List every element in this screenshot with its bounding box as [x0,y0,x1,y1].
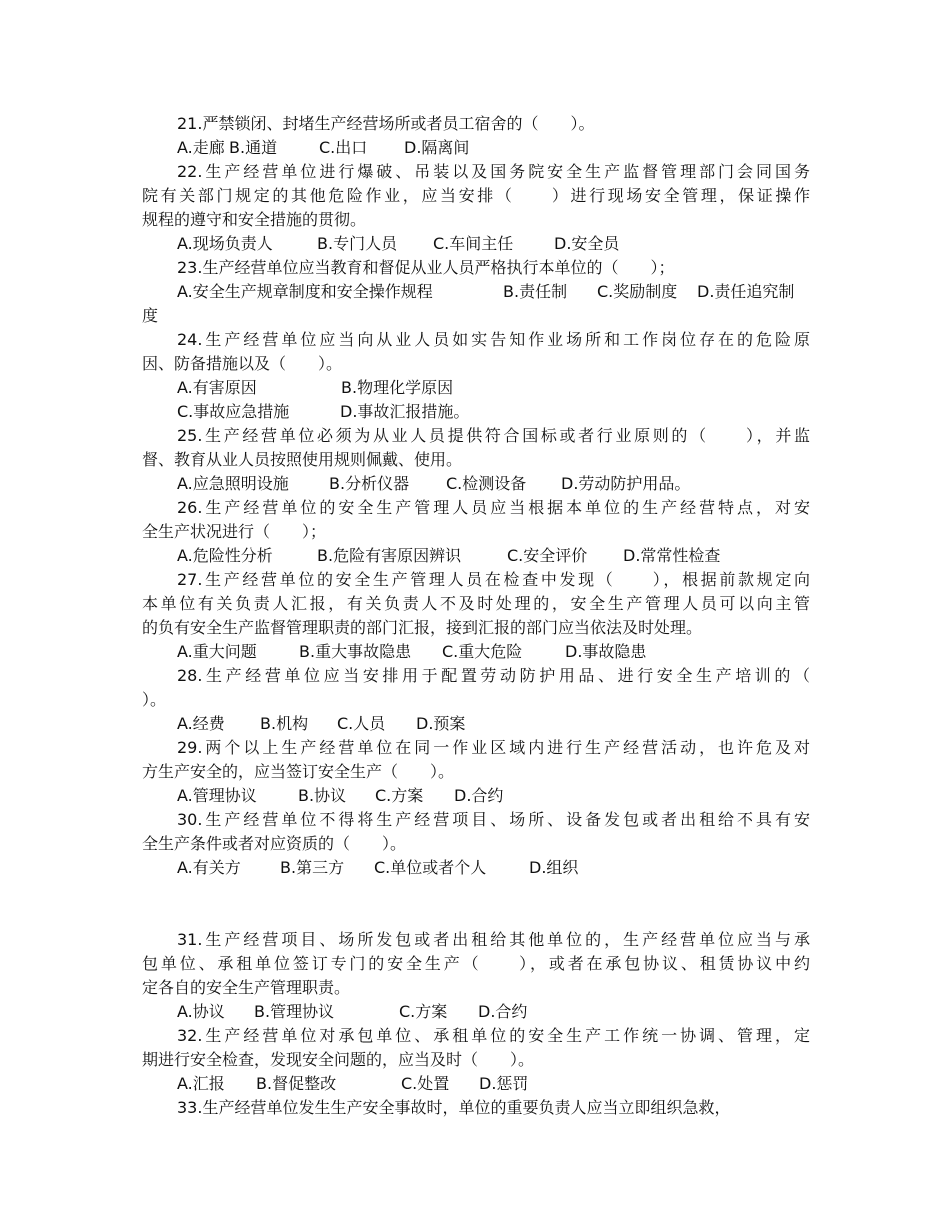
option-row [142,376,810,400]
answer-option-a: A.协议 [177,1002,225,1021]
question-block [142,808,810,880]
question-stem: 25.生产经营单位必须为从业人员提供符合国标或者行业原则的（ ），并监 [177,426,810,445]
answer-option-a: A.走廊 [177,138,225,157]
question-block [142,664,810,736]
answer-option-d: D.惩罚 [479,1074,529,1093]
answer-option-d: D.组织 [529,858,579,877]
answer-option-a: A.有关方 [177,858,241,877]
answer-option-c: C.奖励制度 [597,282,678,301]
answer-option-d: D.事故隐患 [565,642,647,661]
option-row [142,232,810,256]
answer-option-c: C.重大危险 [442,642,523,661]
answer-option-c: C.安全评价 [507,546,588,565]
question-stem-continued: 的负有安全生产监督管理职责的部门汇报，接到汇报的部门应当依法及时处理。 [142,618,703,637]
answer-option-b: B.机构 [260,714,309,733]
answer-option-d: D.隔离间 [404,138,470,157]
option-row [142,136,810,160]
answer-option-d: D.劳动防护用品。 [561,474,691,493]
question-stem: 30.生产经营单位不得将生产经营项目、场所、设备发包或者出租给不具有安 [177,810,810,829]
answer-option-c: C.单位或者个人 [374,858,487,877]
option-row [142,472,810,496]
answer-option-b: B.责任制 [503,282,568,301]
question-block [142,1096,810,1120]
answer-option-d: D.预案 [416,714,466,733]
question-stem-continued: 全生产条件或者对应资质的（ ）。 [142,834,407,853]
answer-option-b: B.通道 [229,138,278,157]
question-stem-continued: 全生产状况进行（ ）； [142,522,327,541]
answer-option-a: A.汇报 [177,1074,225,1093]
answer-option-b: B.物理化学原因 [341,378,454,397]
question-stem-continued: 定各自的安全生产管理职责。 [142,978,351,997]
question-block [142,928,810,1024]
answer-option-b: D.事故汇报措施。 [340,402,470,421]
question-stem: 28.生产经营单位应当安排用于配置劳动防护用品、进行安全生产培训的（ [177,666,810,685]
option-row [142,640,810,664]
answer-option-c: C.出口 [319,138,368,157]
answer-option-b: B.管理协议 [254,1002,335,1021]
answer-option-d: D.安全员 [554,234,620,253]
question-stem: 21.严禁锁闭、封堵生产经营场所或者员工宿舍的（ ）。 [177,114,595,133]
question-block [142,1024,810,1096]
question-stem-continued: 期进行安全检查，发现安全问题的，应当及时（ ）。 [142,1050,535,1069]
answer-option-a: A.危险性分析 [177,546,273,565]
answer-option-a: A.应急照明设施 [177,474,289,493]
question-stem: 22.生产经营单位进行爆破、吊装以及国务院安全生产监督管理部门会同国务 [177,162,810,181]
option-row [142,1072,810,1096]
question-stem: 32.生产经营单位对承包单位、承租单位的安全生产工作统一协调、管理，定 [177,1026,810,1045]
question-block [142,496,810,568]
answer-option-c: C.方案 [375,786,424,805]
question-stem-continued: 规程的遵守和安全措施的贯彻。 [142,210,367,229]
question-block [142,736,810,808]
answer-option-b: B.危险有害原因辨识 [317,546,462,565]
answer-option-b: B.专门人员 [317,234,398,253]
question-stem-continued: 包单位、承租单位签订专门的安全生产（ ），或者在承包协议、租赁协议中约 [142,954,810,973]
question-block [142,568,810,664]
question-block [142,424,810,496]
answer-option-a: C.事故应急措施 [177,402,290,421]
answer-option-a: A.现场负责人 [177,234,273,253]
question-stem: 33.生产经营单位发生生产安全事故时，单位的重要负责人应当立即组织急救， [177,1098,731,1117]
answer-option-d: D.责任追究制 [697,282,795,301]
question-stem: 23.生产经营单位应当教育和督促从业人员严格执行本单位的（ ）； [177,258,675,277]
question-list [142,112,810,1120]
answer-option-c: C.处置 [401,1074,450,1093]
answer-option-b: B.分析仪器 [329,474,410,493]
answer-option-b: B.第三方 [280,858,345,877]
option-row [142,1000,810,1024]
answer-option-b: B.重大事故隐患 [299,642,412,661]
section-gap [142,880,810,928]
answer-option-a: A.经费 [177,714,225,733]
option-row [142,400,810,424]
question-stem-continued: 方生产安全的，应当签订安全生产（ ）。 [142,762,455,781]
question-stem: 24.生产经营单位应当向从业人员如实告知作业场所和工作岗位存在的危险原 [177,330,810,349]
option-row [142,784,810,808]
answer-option-c: C.方案 [399,1002,448,1021]
answer-option-c: C.车间主任 [433,234,514,253]
answer-option-a: A.安全生产规章制度和安全操作规程 [177,282,433,301]
option-continued: 度 [142,306,159,325]
question-stem-continued: 因、防备措施以及（ ）。 [142,354,343,373]
answer-option-d: D.合约 [478,1002,528,1021]
answer-option-a: A.重大问题 [177,642,257,661]
question-block [142,328,810,424]
question-stem: 31.生产经营项目、场所发包或者出租给其他单位的，生产经营单位应当与承 [177,930,810,949]
question-stem-continued: 院有关部门规定的其他危险作业，应当安排（ ）进行现场安全管理，保证操作 [142,186,810,205]
answer-option-b: B.督促整改 [256,1074,337,1093]
answer-option-b: B.协议 [298,786,347,805]
option-row [142,712,810,736]
question-stem: 29.两个以上生产经营单位在同一作业区域内进行生产经营活动，也许危及对 [177,738,810,757]
answer-option-a: A.有害原因 [177,378,257,397]
question-stem: 26.生产经营单位的安全生产管理人员应当根据本单位的生产经营特点，对安 [177,498,810,517]
answer-option-a: A.管理协议 [177,786,257,805]
question-stem-continued: 本单位有关负责人汇报，有关负责人不及时处理的，安全生产管理人员可以向主管 [142,594,810,613]
answer-option-c: C.检测设备 [446,474,527,493]
question-block [142,160,810,256]
question-block [142,112,810,160]
option-row [142,856,810,880]
answer-option-d: D.常常性检查 [623,546,721,565]
question-stem: 27.生产经营单位的安全生产管理人员在检查中发现（ ），根据前款规定向 [177,570,810,589]
option-row [142,280,810,304]
question-stem-continued: ）。 [142,690,167,709]
question-block [142,256,810,328]
answer-option-d: D.合约 [454,786,504,805]
question-stem-continued: 督、教育从业人员按照使用规则佩戴、使用。 [142,450,463,469]
option-row [142,544,810,568]
answer-option-c: C.人员 [337,714,386,733]
